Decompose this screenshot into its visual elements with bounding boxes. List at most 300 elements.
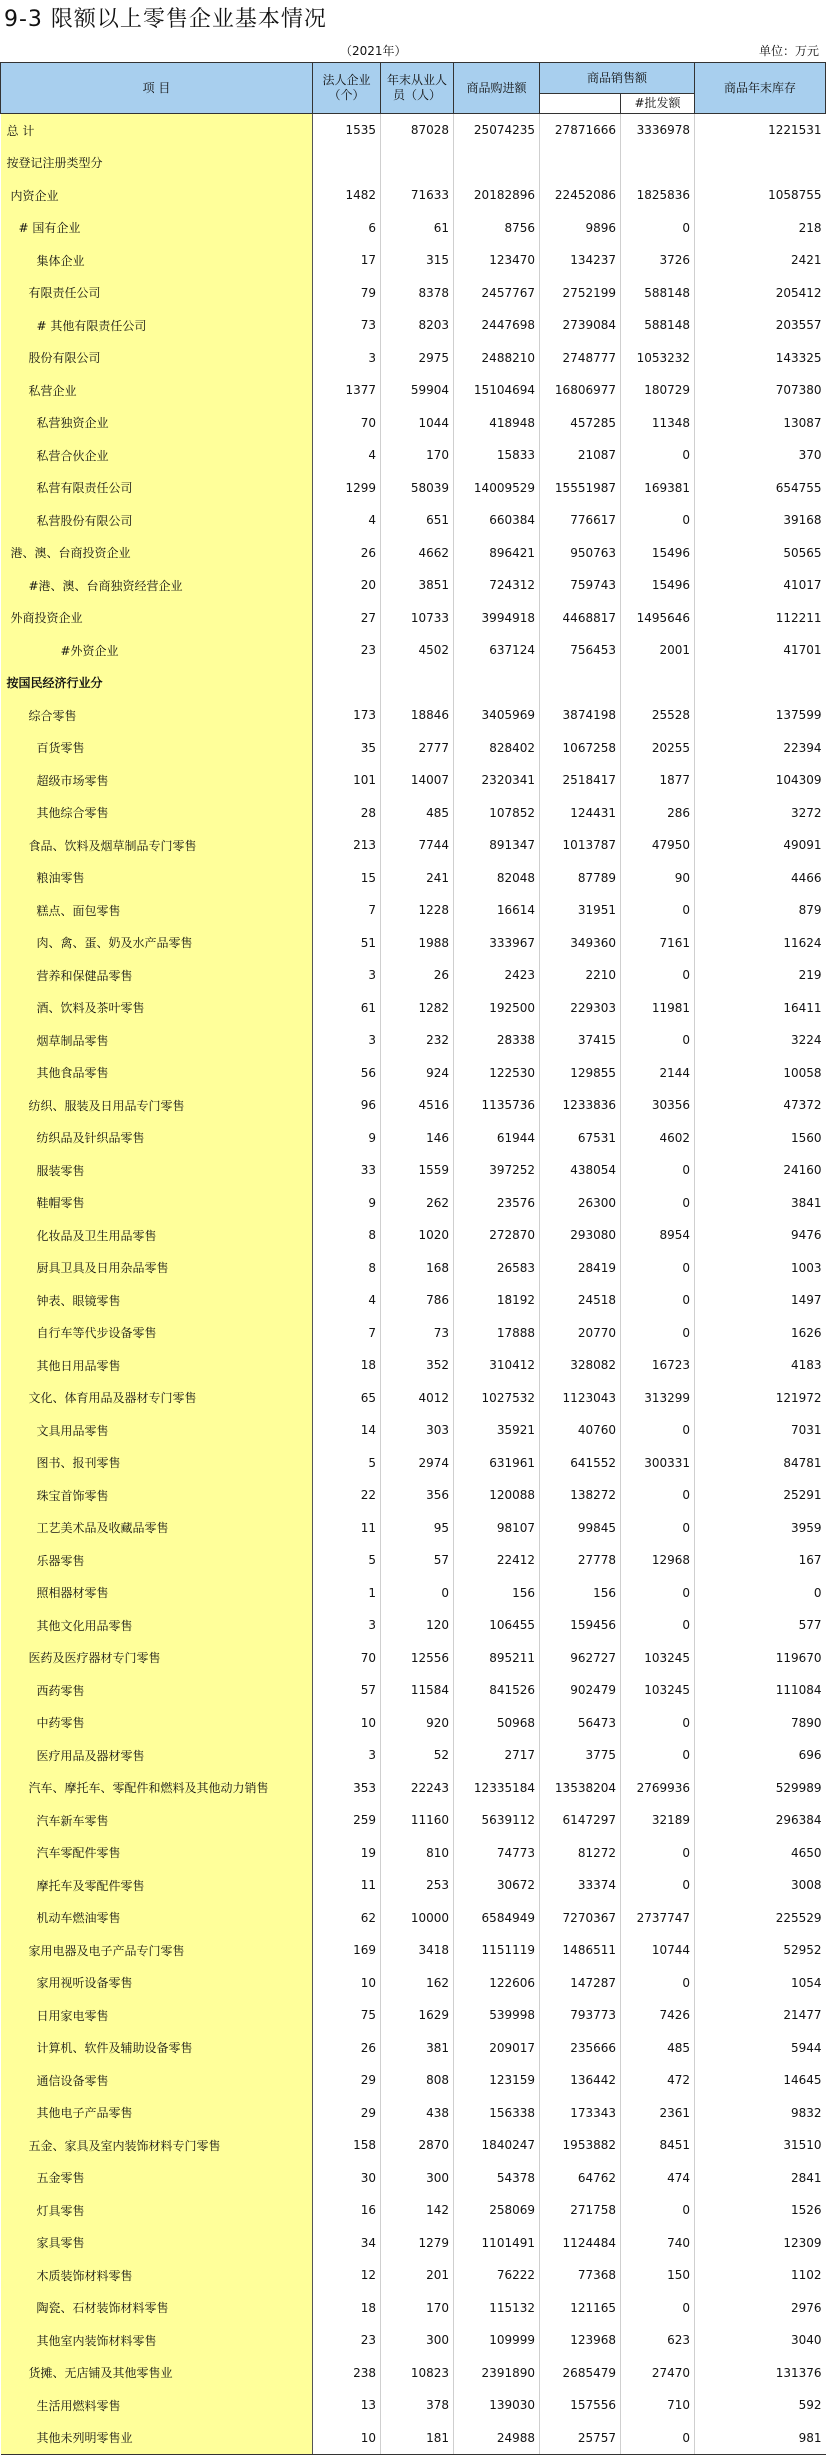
table-row [1, 1512, 826, 1545]
cell-value: 112211 [695, 602, 826, 635]
row-label: # 其他有限责任公司 [1, 309, 313, 342]
row-label: 生活用燃料零售 [1, 2389, 313, 2422]
cell-value: 902479 [540, 1674, 621, 1707]
cell-value: 3775 [540, 1739, 621, 1772]
cell-value: 828402 [454, 732, 540, 765]
cell-value: 24160 [695, 1154, 826, 1187]
row-label: 私营合伙企业 [1, 439, 313, 472]
cell-value: 1 [313, 1577, 381, 1610]
cell-value: 1013787 [540, 829, 621, 862]
cell-value: 73 [381, 1317, 454, 1350]
cell-value: 1003 [695, 1252, 826, 1285]
cell-value [695, 667, 826, 700]
cell-value: 9476 [695, 1219, 826, 1252]
table-row [1, 1609, 826, 1642]
cell-value: 1044 [381, 407, 454, 440]
cell-value: 2777 [381, 732, 454, 765]
cell-value: 11 [313, 1869, 381, 1902]
row-label: 汽车零配件零售 [1, 1837, 313, 1870]
row-label: 工艺美术品及收藏品零售 [1, 1512, 313, 1545]
table-row [1, 1707, 826, 1740]
cell-value: 315 [381, 244, 454, 277]
cell-value: 18 [313, 1349, 381, 1382]
cell-value: 122606 [454, 1967, 540, 2000]
cell-value: 588148 [621, 309, 695, 342]
cell-value: 8451 [621, 2129, 695, 2162]
cell-value: 21477 [695, 1999, 826, 2032]
cell-value: 21087 [540, 439, 621, 472]
cell-value: 31510 [695, 2129, 826, 2162]
cell-value: 158 [313, 2129, 381, 2162]
header-item: 项 目 [1, 63, 313, 114]
cell-value: 262 [381, 1187, 454, 1220]
cell-value: 293080 [540, 1219, 621, 1252]
table-row [1, 1122, 826, 1155]
cell-value: 27470 [621, 2357, 695, 2390]
table-row [1, 2389, 826, 2422]
table-row [1, 2227, 826, 2260]
row-label: 西药零售 [1, 1674, 313, 1707]
table-row [1, 114, 826, 147]
row-label: 木质装饰材料零售 [1, 2259, 313, 2292]
cell-value: 26 [313, 537, 381, 570]
table-row [1, 862, 826, 895]
cell-value: 41017 [695, 569, 826, 602]
header-employees: 年末从业人员（人） [381, 63, 454, 114]
cell-value: 1123043 [540, 1382, 621, 1415]
table-header [1, 63, 826, 114]
cell-value: 41701 [695, 634, 826, 667]
cell-value: 303 [381, 1414, 454, 1447]
cell-value: 10 [313, 2422, 381, 2455]
table-row [1, 2422, 826, 2455]
cell-value: 104309 [695, 764, 826, 797]
cell-value: 120 [381, 1609, 454, 1642]
cell-value: 0 [621, 1739, 695, 1772]
cell-value: 1629 [381, 1999, 454, 2032]
cell-value: 1282 [381, 992, 454, 1025]
cell-value: 124431 [540, 797, 621, 830]
row-label: 医疗用品及器材零售 [1, 1739, 313, 1772]
cell-value: 258069 [454, 2194, 540, 2227]
cell-value: 485 [621, 2032, 695, 2065]
cell-value: 4 [313, 1284, 381, 1317]
cell-value: 637124 [454, 634, 540, 667]
row-label: 厨具卫具及日用杂品零售 [1, 1252, 313, 1285]
cell-value: 1559 [381, 1154, 454, 1187]
cell-value: 2421 [695, 244, 826, 277]
cell-value: 1482 [313, 179, 381, 212]
cell-value: 15496 [621, 569, 695, 602]
table-row [1, 959, 826, 992]
table-row [1, 472, 826, 505]
cell-value: 39168 [695, 504, 826, 537]
cell-value: 62 [313, 1902, 381, 1935]
cell-value: 13 [313, 2389, 381, 2422]
cell-value: 159456 [540, 1609, 621, 1642]
cell-value: 3851 [381, 569, 454, 602]
table-row [1, 179, 826, 212]
cell-value: 8954 [621, 1219, 695, 1252]
row-label: 酒、饮料及茶叶零售 [1, 992, 313, 1025]
cell-value: 12 [313, 2259, 381, 2292]
header-wholesale: #批发额 [621, 94, 695, 114]
table-row [1, 992, 826, 1025]
cell-value: 12309 [695, 2227, 826, 2260]
cell-value: 300 [381, 2162, 454, 2195]
cell-value: 123968 [540, 2324, 621, 2357]
row-label: 文具用品零售 [1, 1414, 313, 1447]
cell-value: 16 [313, 2194, 381, 2227]
cell-value: 25757 [540, 2422, 621, 2455]
row-label: 乐器零售 [1, 1544, 313, 1577]
cell-value: 776617 [540, 504, 621, 537]
cell-value: 103245 [621, 1674, 695, 1707]
cell-value: 724312 [454, 569, 540, 602]
cell-value: 0 [621, 1414, 695, 1447]
cell-value: 1825836 [621, 179, 695, 212]
cell-value: 74773 [454, 1837, 540, 1870]
table-row [1, 1934, 826, 1967]
cell-value: 13087 [695, 407, 826, 440]
cell-value: 22412 [454, 1544, 540, 1577]
cell-value: 87028 [381, 114, 454, 147]
cell-value: 16411 [695, 992, 826, 1025]
cell-value: 841526 [454, 1674, 540, 1707]
cell-value: 6584949 [454, 1902, 540, 1935]
cell-value: 328082 [540, 1349, 621, 1382]
table-row [1, 1642, 826, 1675]
cell-value: 146 [381, 1122, 454, 1155]
cell-value: 0 [621, 1024, 695, 1057]
cell-value: 14 [313, 1414, 381, 1447]
cell-value: 54378 [454, 2162, 540, 2195]
cell-value: 23 [313, 634, 381, 667]
cell-value: 370 [695, 439, 826, 472]
cell-value: 3874198 [540, 699, 621, 732]
cell-value: 115132 [454, 2292, 540, 2325]
cell-value: 170 [381, 2292, 454, 2325]
cell-value: 740 [621, 2227, 695, 2260]
cell-value: 7890 [695, 1707, 826, 1740]
cell-value: 0 [621, 959, 695, 992]
table-row [1, 1252, 826, 1285]
row-label: 五金零售 [1, 2162, 313, 2195]
table-row [1, 1024, 826, 1057]
row-label: 股份有限公司 [1, 342, 313, 375]
cell-value: 950763 [540, 537, 621, 570]
cell-value: 1027532 [454, 1382, 540, 1415]
row-label: 私营股份有限公司 [1, 504, 313, 537]
table-row [1, 1382, 826, 1415]
cell-value: 28 [313, 797, 381, 830]
row-label: 服装零售 [1, 1154, 313, 1187]
cell-value: 808 [381, 2064, 454, 2097]
cell-value: 3008 [695, 1869, 826, 1902]
cell-value [313, 147, 381, 180]
cell-value: 37415 [540, 1024, 621, 1057]
cell-value: 4650 [695, 1837, 826, 1870]
cell-value: 2717 [454, 1739, 540, 1772]
cell-value: 81272 [540, 1837, 621, 1870]
cell-value: 26583 [454, 1252, 540, 1285]
cell-value: 2423 [454, 959, 540, 992]
cell-value: 7270367 [540, 1902, 621, 1935]
cell-value: 16723 [621, 1349, 695, 1382]
cell-value: 378 [381, 2389, 454, 2422]
cell-value: 15 [313, 862, 381, 895]
cell-value: 32189 [621, 1804, 695, 1837]
table-row [1, 1447, 826, 1480]
row-label: 私营企业 [1, 374, 313, 407]
row-label: 家用电器及电子产品专门零售 [1, 1934, 313, 1967]
cell-value: 3994918 [454, 602, 540, 635]
cell-value: 660384 [454, 504, 540, 537]
cell-value: 8 [313, 1252, 381, 1285]
cell-value: 2737747 [621, 1902, 695, 1935]
cell-value [313, 667, 381, 700]
page-title: 9-3 限额以上零售企业基本情况 [4, 7, 327, 32]
cell-value: 7031 [695, 1414, 826, 1447]
cell-value: 1221531 [695, 114, 826, 147]
row-label: 按登记注册类型分 [1, 147, 313, 180]
table-row [1, 634, 826, 667]
cell-value: 15104694 [454, 374, 540, 407]
table-row [1, 1414, 826, 1447]
row-label: 其他未列明零售业 [1, 2422, 313, 2455]
cell-value: 4602 [621, 1122, 695, 1155]
cell-value: 1020 [381, 1219, 454, 1252]
cell-value: 49091 [695, 829, 826, 862]
cell-value: 4516 [381, 1089, 454, 1122]
cell-value: 352 [381, 1349, 454, 1382]
cell-value: 810 [381, 1837, 454, 1870]
cell-value: 3224 [695, 1024, 826, 1057]
cell-value: 3 [313, 1739, 381, 1772]
cell-value: 2320341 [454, 764, 540, 797]
row-label: # 国有企业 [1, 212, 313, 245]
cell-value: 156 [454, 1577, 540, 1610]
cell-value: 147287 [540, 1967, 621, 2000]
row-label: 陶瓷、石材装饰材料零售 [1, 2292, 313, 2325]
cell-value: 139030 [454, 2389, 540, 2422]
cell-value: 27778 [540, 1544, 621, 1577]
cell-value [621, 667, 695, 700]
header-corps: 法人企业（个） [313, 63, 381, 114]
cell-value: 353 [313, 1772, 381, 1805]
cell-value: 3405969 [454, 699, 540, 732]
cell-value: 16614 [454, 894, 540, 927]
cell-value: 22243 [381, 1772, 454, 1805]
row-label: 图书、报刊零售 [1, 1447, 313, 1480]
cell-value: 56473 [540, 1707, 621, 1740]
cell-value: 4 [313, 439, 381, 472]
cell-value: 203557 [695, 309, 826, 342]
cell-value: 129855 [540, 1057, 621, 1090]
table-row [1, 1544, 826, 1577]
row-label: 中药零售 [1, 1707, 313, 1740]
cell-value: 15496 [621, 537, 695, 570]
cell-value: 10058 [695, 1057, 826, 1090]
cell-value: 15551987 [540, 472, 621, 505]
cell-value: 122530 [454, 1057, 540, 1090]
cell-value: 1877 [621, 764, 695, 797]
table-row [1, 569, 826, 602]
cell-value: 119670 [695, 1642, 826, 1675]
cell-value: 457285 [540, 407, 621, 440]
cell-value: 3 [313, 342, 381, 375]
row-label: 食品、饮料及烟草制品专门零售 [1, 829, 313, 862]
cell-value: 121972 [695, 1382, 826, 1415]
table-row [1, 2292, 826, 2325]
cell-value: 18846 [381, 699, 454, 732]
cell-value: 2210 [540, 959, 621, 992]
table-row [1, 829, 826, 862]
cell-value: 18 [313, 2292, 381, 2325]
cell-value: 577 [695, 1609, 826, 1642]
cell-value: 7744 [381, 829, 454, 862]
cell-value: 219 [695, 959, 826, 992]
cell-value: 61 [313, 992, 381, 1025]
cell-value: 0 [621, 2292, 695, 2325]
table-row [1, 342, 826, 375]
header-blank [540, 94, 621, 114]
retail-enterprise-table [0, 62, 826, 2455]
unit-label: 单位：万元 [758, 44, 819, 58]
row-label: 外商投资企业 [1, 602, 313, 635]
table-row [1, 602, 826, 635]
cell-value: 29 [313, 2097, 381, 2130]
cell-value: 2391890 [454, 2357, 540, 2390]
cell-value: 167 [695, 1544, 826, 1577]
cell-value: 109999 [454, 2324, 540, 2357]
cell-value: 8378 [381, 277, 454, 310]
cell-value: 14645 [695, 2064, 826, 2097]
row-label: 内资企业 [1, 179, 313, 212]
cell-value: 90 [621, 862, 695, 895]
cell-value: 2488210 [454, 342, 540, 375]
cell-value: 22394 [695, 732, 826, 765]
cell-value: 9 [313, 1187, 381, 1220]
cell-value: 3 [313, 1609, 381, 1642]
cell-value: 0 [621, 212, 695, 245]
table-row [1, 1674, 826, 1707]
cell-value: 173343 [540, 2097, 621, 2130]
table-row [1, 1967, 826, 2000]
cell-value: 16806977 [540, 374, 621, 407]
cell-value: 1279 [381, 2227, 454, 2260]
cell-value: 2685479 [540, 2357, 621, 2390]
row-label: 烟草制品零售 [1, 1024, 313, 1057]
cell-value: 201 [381, 2259, 454, 2292]
cell-value: 11 [313, 1512, 381, 1545]
cell-value: 10733 [381, 602, 454, 635]
cell-value: 0 [621, 1967, 695, 2000]
cell-value: 2361 [621, 2097, 695, 2130]
cell-value: 22 [313, 1479, 381, 1512]
cell-value: 756453 [540, 634, 621, 667]
cell-value: 56 [313, 1057, 381, 1090]
cell-value [621, 147, 695, 180]
cell-value: 1626 [695, 1317, 826, 1350]
table-row [1, 2259, 826, 2292]
cell-value: 3726 [621, 244, 695, 277]
cell-value: 6147297 [540, 1804, 621, 1837]
row-label: 糕点、面包零售 [1, 894, 313, 927]
cell-value: 170 [381, 439, 454, 472]
cell-value: 2457767 [454, 277, 540, 310]
cell-value: 15833 [454, 439, 540, 472]
cell-value: 3418 [381, 1934, 454, 1967]
cell-value: 13538204 [540, 1772, 621, 1805]
cell-value: 310412 [454, 1349, 540, 1382]
cell-value: 33 [313, 1154, 381, 1187]
cell-value: 0 [621, 504, 695, 537]
cell-value [540, 147, 621, 180]
cell-value: 169381 [621, 472, 695, 505]
cell-value: 0 [621, 1869, 695, 1902]
table-row [1, 1772, 826, 1805]
cell-value: 0 [621, 1512, 695, 1545]
cell-value: 123159 [454, 2064, 540, 2097]
table-row [1, 1057, 826, 1090]
cell-value: 75 [313, 1999, 381, 2032]
row-label: 自行车等代步设备零售 [1, 1317, 313, 1350]
cell-value: 22452086 [540, 179, 621, 212]
cell-value: 192500 [454, 992, 540, 1025]
table-row [1, 1089, 826, 1122]
cell-value: 157556 [540, 2389, 621, 2422]
cell-value: 438 [381, 2097, 454, 2130]
cell-value: 4502 [381, 634, 454, 667]
row-label: 日用家电零售 [1, 1999, 313, 2032]
table-row [1, 894, 826, 927]
cell-value: 28419 [540, 1252, 621, 1285]
header-sales: 商品销售额 [540, 63, 695, 94]
cell-value: 67531 [540, 1122, 621, 1155]
cell-value: 4662 [381, 537, 454, 570]
cell-value: 34 [313, 2227, 381, 2260]
cell-value: 12968 [621, 1544, 695, 1577]
cell-value: 3336978 [621, 114, 695, 147]
cell-value: 47372 [695, 1089, 826, 1122]
cell-value: 10000 [381, 1902, 454, 1935]
cell-value: 2975 [381, 342, 454, 375]
cell-value [381, 147, 454, 180]
table-row [1, 244, 826, 277]
row-label: 钟表、眼镜零售 [1, 1284, 313, 1317]
row-label: 汽车新车零售 [1, 1804, 313, 1837]
cell-value: 1135736 [454, 1089, 540, 1122]
cell-value: 241 [381, 862, 454, 895]
row-label: 超级市场零售 [1, 764, 313, 797]
table-row [1, 2162, 826, 2195]
cell-value: 0 [621, 1252, 695, 1285]
cell-value: 99845 [540, 1512, 621, 1545]
cell-value: 5639112 [454, 1804, 540, 1837]
cell-value: 77368 [540, 2259, 621, 2292]
cell-value: 87789 [540, 862, 621, 895]
table-row [1, 309, 826, 342]
cell-value: 3 [313, 1024, 381, 1057]
cell-value: 225529 [695, 1902, 826, 1935]
cell-value: 52952 [695, 1934, 826, 1967]
cell-value: 529989 [695, 1772, 826, 1805]
cell-value: 895211 [454, 1642, 540, 1675]
cell-value: 623 [621, 2324, 695, 2357]
cell-value: 654755 [695, 472, 826, 505]
table-row [1, 537, 826, 570]
